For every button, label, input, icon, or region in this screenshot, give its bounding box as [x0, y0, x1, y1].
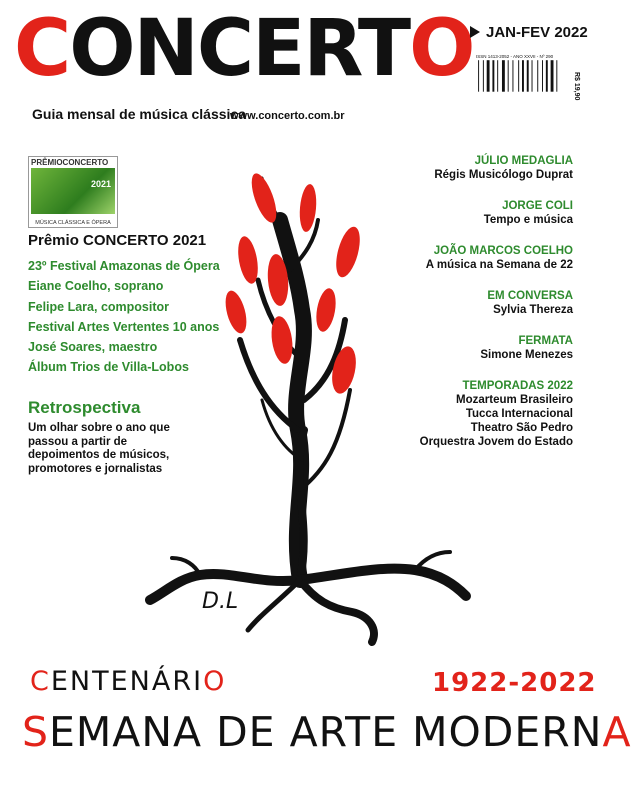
retrospectiva-heading: Retrospectiva: [28, 398, 141, 417]
logo-letters: ONCERT: [69, 4, 410, 94]
section-line: A música na Semana de 22: [425, 259, 573, 271]
tree-illustration: [140, 160, 470, 660]
award-title: Prêmio CONCERTO 2021: [28, 232, 207, 249]
section-line: Simone Menezes: [480, 349, 573, 361]
section-heading: JÚLIO MEDAGLIA: [474, 155, 573, 167]
list-item: 23º Festival Amazonas de Ópera: [28, 259, 220, 273]
years-range: 1922-2022: [432, 668, 597, 698]
issue-date: JAN-FEV 2022: [470, 24, 588, 41]
section-heading: TEMPORADAS 2022: [462, 380, 573, 392]
list-item: Álbum Trios de Villa-Lobos: [28, 360, 189, 375]
section-line: Theatro São Pedro: [470, 422, 573, 434]
list-item: José Soares, maestro: [28, 340, 158, 355]
tagline: Guia mensal de música clássica: [32, 106, 247, 122]
cover-price: R$ 19,90: [573, 72, 580, 101]
section-line: Sylvia Thereza: [493, 304, 573, 316]
section-heading: JORGE COLI: [502, 200, 573, 212]
centenario-heading: CENTENÁRIO: [30, 666, 227, 697]
issn-text: ISSN 1413-2052 - ANO XXVII - Nº 290: [476, 54, 554, 59]
section-line: Mozarteum Brasileiro: [456, 394, 573, 406]
section-line: Régis Musicólogo Duprat: [434, 169, 573, 181]
award-badge-caption: MÚSICA CLÁSSICA E ÓPERA: [35, 220, 111, 226]
website-url: www.concerto.com.br: [230, 110, 345, 122]
section-heading: EM CONVERSA: [487, 290, 573, 302]
retrospectiva-description: Um olhar sobre o ano que passou a partir de depoimentos de músicos, promotores e jornalistas: [28, 422, 170, 475]
award-badge: [28, 156, 118, 228]
section-line: Tempo e música: [483, 214, 573, 226]
logo-letter-o: O: [409, 4, 474, 94]
section-line: Tucca Internacional: [465, 408, 573, 420]
award-badge-title: PRÊMIOCONCERTO: [31, 158, 109, 167]
award-badge-image: [31, 168, 115, 214]
semana-heading: SEMANA DE ARTE MODERNA: [22, 708, 632, 756]
list-item: Felipe Lara, compositor: [28, 299, 170, 314]
list-item: Eiane Coelho, soprano: [28, 279, 164, 294]
logo-letter-c: C: [14, 4, 70, 94]
section-heading: JOÃO MARCOS COELHO: [433, 245, 573, 257]
masthead-logo: [14, 4, 474, 94]
award-badge-year: 2021: [90, 179, 111, 189]
section-heading: FERMATA: [518, 335, 573, 347]
list-item: Festival Artes Vertentes 10 anos: [28, 319, 220, 334]
artist-signature: D.L: [202, 589, 239, 614]
section-line: Orquestra Jovem do Estado: [419, 436, 573, 448]
play-triangle-icon: [470, 26, 480, 38]
barcode: [476, 56, 582, 101]
